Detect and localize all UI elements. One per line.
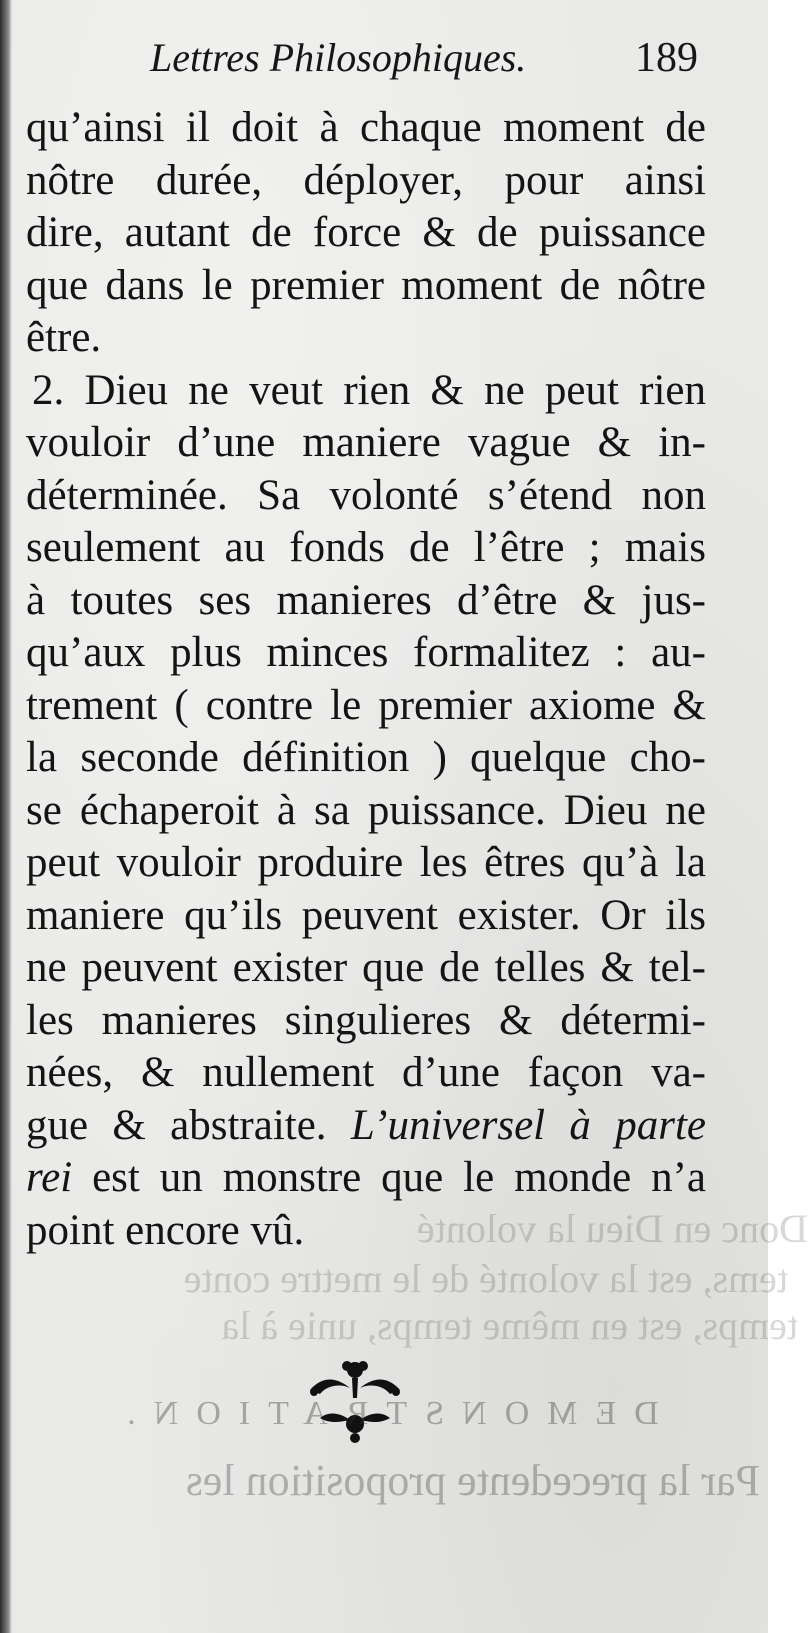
show-through-heading: DEMONSTRATION. xyxy=(109,1395,659,1432)
text-line: être. xyxy=(26,314,102,361)
text-line: qu’ainsi il doit à chaque moment de xyxy=(26,104,706,151)
text-line: seulement au fonds de l’être ; mais xyxy=(26,524,706,571)
book-gutter-shadow xyxy=(0,0,12,1633)
text-line: vouloir d’une maniere vague & in- xyxy=(26,419,706,466)
text-line: 2. Dieu ne veut rien & ne peut rien xyxy=(32,366,706,414)
text-line: la seconde définition ) quelque cho- xyxy=(26,734,706,781)
text-line: peut vouloir produire les êtres qu’à la xyxy=(26,839,706,886)
text-line: qu’aux plus minces formalitez : au- xyxy=(26,629,706,676)
running-title: Lettres Philosophiques. xyxy=(150,35,527,80)
text-line: nôtre durée, déployer, pour ainsi xyxy=(26,156,706,204)
show-through-text: Par la precedente proposition les xyxy=(185,1456,760,1505)
running-head xyxy=(150,34,710,94)
text-segment: est un monstre que le monde n’a xyxy=(72,1154,706,1201)
show-through-text: Donc en Dieu la volonté xyxy=(417,1206,808,1251)
text-line xyxy=(26,1152,706,1205)
text-line: que dans le premier moment de nôtre xyxy=(26,261,706,309)
text-line: à toutes ses manieres d’être & jus- xyxy=(26,576,706,624)
text-line: maniere qu’ils peuvent exister. Or ils xyxy=(26,891,706,939)
text-segment: gue & abstraite. xyxy=(26,1101,327,1149)
text-line: déterminée. Sa volonté s’étend non xyxy=(26,471,706,519)
italic-phrase: L’universel à parte xyxy=(350,1101,706,1149)
text-line: les manieres singulieres & détermi- xyxy=(26,996,706,1044)
show-through-text: temps, est en même temps, unie à la xyxy=(221,1303,798,1348)
show-through-text: tems, est la volonté de le mettre conte xyxy=(183,1256,788,1301)
italic-phrase: rei xyxy=(26,1154,73,1201)
text-line: nées, & nullement d’une façon va- xyxy=(26,1049,706,1096)
text-line: dire, autant de force & de puissance xyxy=(26,209,706,256)
text-line: ne peuvent exister que de telles & tel- xyxy=(26,944,706,991)
text-line: trement ( contre le premier axiome & xyxy=(26,681,706,729)
text-line: point encore vû. xyxy=(26,1206,305,1254)
body-text xyxy=(26,102,706,1257)
text-line xyxy=(26,1100,706,1153)
text-line: se échaperoit à sa puissance. Dieu ne xyxy=(26,786,706,834)
page-number: 189 xyxy=(635,35,698,81)
